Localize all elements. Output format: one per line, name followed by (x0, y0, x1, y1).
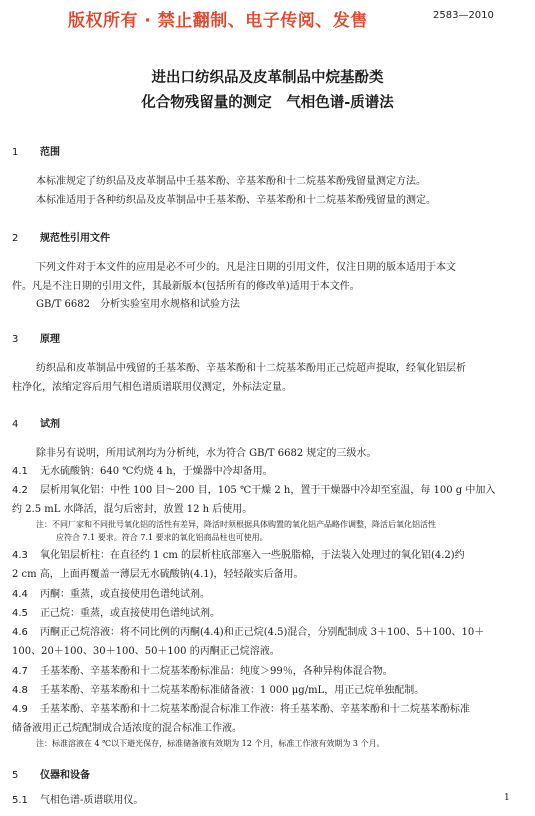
copyright-watermark: 版权所有 · 禁止翻制、电子传阅、发售 (68, 11, 368, 31)
list-item (12, 791, 143, 810)
paragraph-continuation: 柱净化，浓缩定容后用气相色谱质谱联用仪测定，外标法定量。 (12, 382, 292, 393)
item-number: 4.4 (12, 589, 28, 600)
section-title: 仪器和设备 (40, 770, 90, 781)
paragraph-continuation: 件。凡是不注日期的引用文件，其最新版本(包括所有的修改单)适用于本文件。 (12, 281, 360, 292)
item-number: 4.2 (12, 485, 28, 496)
item-number: 4.6 (12, 627, 28, 638)
document-title-line1: 进出口纺织品及皮革制品中烷基酚类 (151, 70, 384, 86)
section-title: 试剂 (40, 419, 60, 430)
item-continuation: 约 2.5 mL 水降活，混匀后密封，放置 12 h 后使用。 (12, 504, 253, 515)
standard-number: 2583—2010 (433, 10, 494, 21)
item-number: 5.1 (12, 795, 28, 806)
list-item (12, 462, 273, 481)
list-item (12, 700, 470, 719)
item-continuation: 2 cm 高，上面再覆盖一薄层无水硫酸钠(4.1)，轻轻敲实后备用。 (12, 569, 304, 580)
item-number: 4.9 (12, 704, 28, 715)
item-text: 丙酮：重蒸，或直接使用色谱纯试剂。 (40, 589, 210, 600)
paragraph: 纺织品和皮革制品中残留的壬基苯酚、辛基苯酚和十二烷基苯酚用正己烷超声提取，经氧化铝层析 (36, 363, 466, 374)
paragraph: 除非另有说明，所用试剂均为分析纯，水为符合 GB/T 6682 规定的三级水。 (36, 448, 377, 459)
section-title: 规范性引用文件 (40, 233, 110, 244)
section-title: 原理 (40, 334, 60, 345)
item-text: 层析用氧化铝：中性 100 目～200 目，105 ℃干燥 2 h，置于干燥器中冷却至室温，每 100 g 中加入 (40, 485, 496, 496)
item-number: 4.1 (12, 466, 28, 477)
note: 注：标准溶液在 4 ℃以下避光保存，标准储备液有效期为 12 个月，标准工作液有效期为 3 个月。 (36, 739, 385, 748)
note-continuation: 应符合 7.1 要求。符合 7.1 要求的氧化铝商品柱也可使用。 (56, 533, 268, 542)
item-text: 壬基苯酚、辛基苯酚和十二烷基苯酚混合标准工作液：将壬基苯酚、辛基苯酚和十二烷基苯酚标准 (40, 704, 470, 715)
item-text: 正己烷：重蒸，或直接使用色谱纯试剂。 (40, 608, 220, 619)
normative-reference: GB/T 6682 分析实验室用水规格和试验方法 (36, 299, 241, 310)
document-title-line2: 化合物残留量的测定 气相色谱-质谱法 (141, 95, 394, 111)
item-number: 4.3 (12, 550, 28, 561)
section-3-heading (12, 330, 60, 345)
item-text: 氧化铝层析柱：在直径约 1 cm 的层析柱底部塞入一些脱脂棉，于法装入处理过的氧化铝(4.2)约 (40, 550, 465, 561)
section-5-heading (12, 766, 90, 781)
item-text: 丙酮正己烷溶液：将不同比例的丙酮(4.4)和正己烷(4.5)混合，分别配制成 3＋100、5＋100、10＋ (40, 627, 485, 638)
item-text: 无水硫酸钠：640 ℃灼烧 4 h，于燥器中冷却备用。 (40, 466, 273, 477)
item-continuation: 储备液用正己烷配制成合适浓度的混合标准工作液。 (12, 723, 242, 734)
section-4-heading (12, 415, 60, 430)
section-1-heading (12, 143, 60, 158)
paragraph: 本标准适用于各种纺织品及皮革制品中壬基苯酚、辛基苯酚和十二烷基苯酚残留量的测定。 (36, 195, 436, 206)
section-number: 5 (12, 770, 19, 781)
section-number: 1 (12, 147, 19, 158)
page-number: 1 (504, 793, 510, 803)
item-text: 气相色谱-质谱联用仪。 (40, 795, 144, 806)
section-number: 2 (12, 233, 19, 244)
item-continuation: 100、20＋100、30＋100、50＋100 的丙酮正己烷溶液。 (12, 646, 280, 657)
paragraph: 下列文件对于本文件的应用是必不可少的。凡是注日期的引用文件，仅注日期的版本适用于本文 (36, 262, 456, 273)
item-text: 壬基苯酚、辛基苯酚和十二烷基苯酚标准储备液：1 000 μg/mL，用正己烷单独配制。 (40, 685, 425, 696)
section-2-heading (12, 229, 110, 244)
list-item (12, 481, 495, 500)
note: 注：不同厂家和不同批号氧化铝的活性有差异，降活时须根据具体购置的氧化铝产品略作调整，降活后氧化铝活性 (36, 520, 436, 529)
section-number: 4 (12, 419, 19, 430)
item-number: 4.7 (12, 666, 28, 677)
list-item (12, 662, 393, 681)
item-text: 壬基苯酚、辛基苯酚和十二烷基苯酚标准品：纯度＞99％，各种异构体混合物。 (40, 666, 393, 677)
item-number: 4.8 (12, 685, 28, 696)
list-item (12, 681, 424, 700)
section-title: 范围 (40, 147, 60, 158)
item-number: 4.5 (12, 608, 28, 619)
paragraph: 本标准规定了纺织品及皮革制品中壬基苯酚、辛基苯酚和十二烷基苯酚残留量测定方法。 (36, 176, 426, 187)
list-item (12, 546, 465, 565)
list-item (12, 623, 484, 642)
list-item (12, 585, 210, 604)
list-item (12, 604, 220, 623)
section-number: 3 (12, 334, 19, 345)
